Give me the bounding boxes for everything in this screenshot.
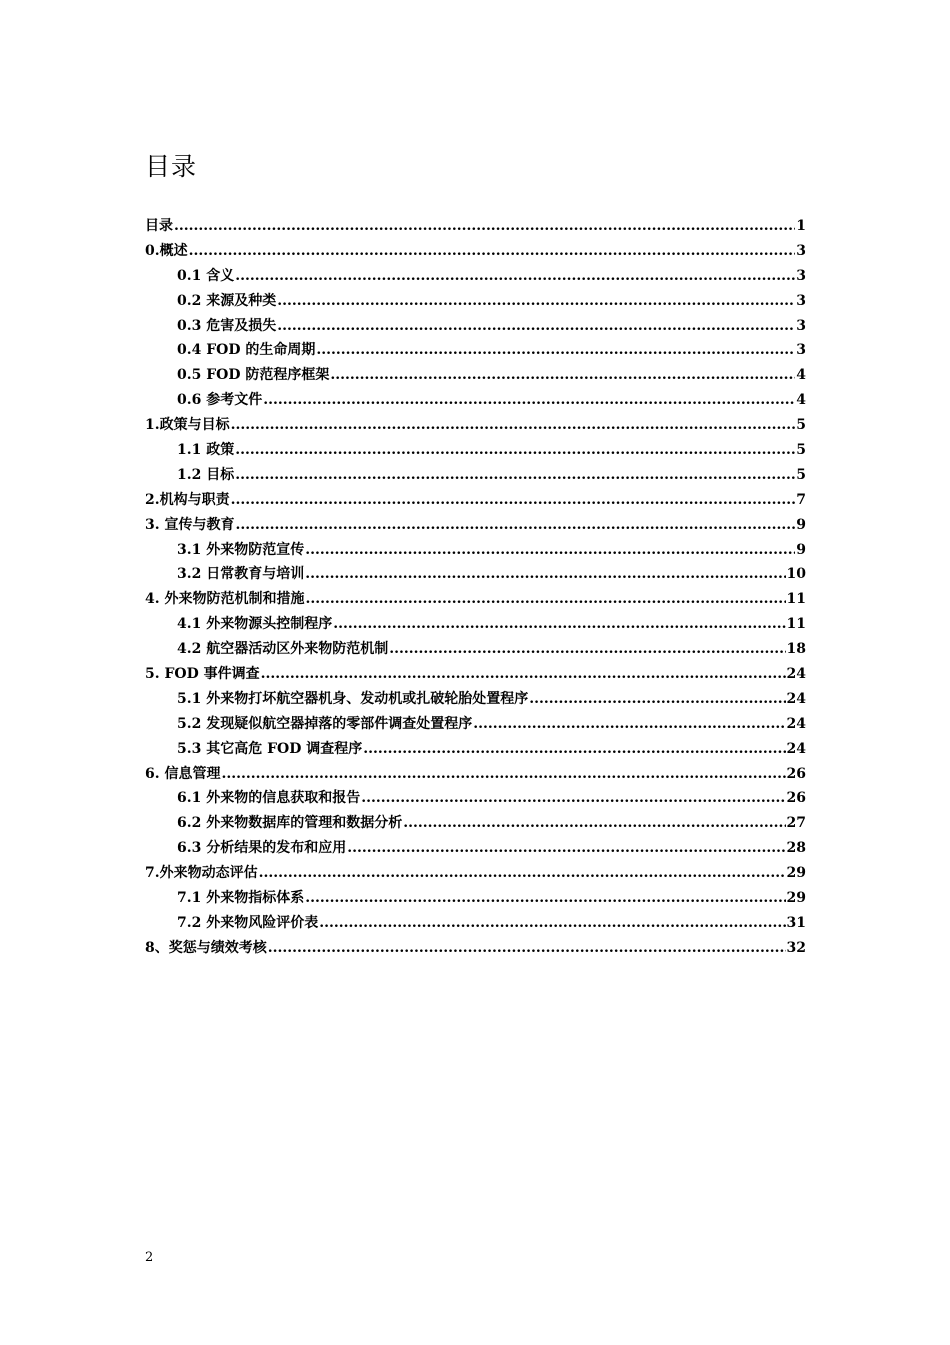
toc-entry-page: 10 bbox=[786, 566, 806, 583]
toc-entry-label: 1.1 政策 bbox=[177, 442, 235, 459]
toc-entry-page: 4 bbox=[796, 392, 806, 409]
toc-entry[interactable] bbox=[145, 489, 806, 514]
toc-entry-page: 7 bbox=[796, 491, 806, 508]
toc-leader-dots bbox=[333, 616, 785, 632]
toc-entry[interactable] bbox=[145, 663, 806, 688]
toc-entry[interactable] bbox=[145, 240, 806, 265]
toc-entry[interactable] bbox=[145, 738, 806, 763]
toc-leader-dots bbox=[222, 766, 786, 782]
toc-entry-label: 1.政策与目标 bbox=[145, 417, 230, 434]
toc-leader-dots bbox=[231, 417, 796, 433]
toc-entry-page: 11 bbox=[786, 616, 806, 633]
toc-entry-page: 31 bbox=[786, 914, 806, 931]
toc-leader-dots bbox=[363, 741, 785, 757]
toc-entry-page: 5 bbox=[796, 442, 806, 459]
toc-leader-dots bbox=[236, 517, 796, 533]
toc-leader-dots bbox=[473, 716, 785, 732]
toc-entry-label: 1.2 目标 bbox=[177, 466, 235, 483]
toc-entry[interactable] bbox=[145, 887, 806, 912]
toc-entry[interactable] bbox=[145, 688, 806, 713]
toc-leader-dots bbox=[361, 790, 785, 806]
toc-entry-page: 26 bbox=[786, 790, 806, 807]
toc-entry[interactable] bbox=[145, 787, 806, 812]
toc-entry-page: 9 bbox=[796, 516, 806, 533]
toc-leader-dots bbox=[403, 815, 785, 831]
page-title: 目录 bbox=[145, 152, 198, 181]
toc-entry-label: 7.2 外来物风险评价表 bbox=[177, 914, 319, 931]
toc-leader-dots bbox=[261, 666, 786, 682]
toc-entry-page: 9 bbox=[796, 541, 806, 558]
toc-entry-page: 1 bbox=[796, 218, 806, 234]
toc-entry-label: 6.3 分析结果的发布和应用 bbox=[177, 840, 347, 857]
toc-entry[interactable] bbox=[145, 912, 806, 937]
toc-leader-dots bbox=[306, 591, 786, 607]
toc-leader-dots bbox=[277, 293, 795, 309]
toc-entry-label: 6. 信息管理 bbox=[145, 765, 221, 782]
toc-leader-dots bbox=[529, 691, 785, 707]
toc-entry-page: 5 bbox=[796, 466, 806, 483]
toc-leader-dots bbox=[305, 566, 785, 582]
toc-entry-label: 0.3 危害及损失 bbox=[177, 317, 277, 334]
toc-entry[interactable] bbox=[145, 215, 806, 240]
toc-entry[interactable] bbox=[145, 514, 806, 539]
toc-entry-label: 5.3 其它高危 FOD 调查程序 bbox=[177, 740, 363, 757]
toc-entry[interactable] bbox=[145, 763, 806, 788]
toc-entry-page: 3 bbox=[796, 242, 806, 259]
toc-entry-label: 8、奖惩与绩效考核 bbox=[145, 939, 267, 956]
toc-entry-label: 0.5 FOD 防范程序框架 bbox=[177, 367, 330, 384]
toc-leader-dots bbox=[235, 467, 795, 483]
toc-entry[interactable] bbox=[145, 638, 806, 663]
toc-entry[interactable] bbox=[145, 588, 806, 613]
toc-leader-dots bbox=[277, 318, 795, 334]
toc-entry-page: 29 bbox=[786, 865, 806, 882]
toc-leader-dots bbox=[263, 392, 795, 408]
toc-entry-label: 5.1 外来物打坏航空器机身、发动机或扎破轮胎处置程序 bbox=[177, 690, 529, 707]
toc-leader-dots bbox=[316, 342, 795, 358]
toc-leader-dots bbox=[319, 915, 785, 931]
toc-leader-dots bbox=[189, 243, 796, 259]
toc-entry[interactable] bbox=[145, 563, 806, 588]
toc-entry-page: 4 bbox=[796, 367, 806, 384]
toc-entry[interactable] bbox=[145, 364, 806, 389]
toc-entry[interactable] bbox=[145, 837, 806, 862]
toc-entry-label: 0.2 来源及种类 bbox=[177, 292, 277, 309]
toc-entry-label: 0.1 含义 bbox=[177, 267, 235, 284]
toc-entry[interactable] bbox=[145, 290, 806, 315]
toc-entry[interactable] bbox=[145, 389, 806, 414]
toc-entry-page: 11 bbox=[786, 591, 806, 608]
toc-entry[interactable] bbox=[145, 464, 806, 489]
page-number: 2 bbox=[145, 1250, 154, 1265]
toc-entry-page: 32 bbox=[786, 939, 806, 956]
toc-entry-page: 26 bbox=[786, 765, 806, 782]
toc-leader-dots bbox=[174, 218, 795, 234]
toc-entry-label: 6.2 外来物数据库的管理和数据分析 bbox=[177, 815, 403, 832]
toc-entry-page: 3 bbox=[796, 267, 806, 284]
toc-entry-label: 7.1 外来物指标体系 bbox=[177, 890, 305, 907]
toc-entry-page: 27 bbox=[786, 815, 806, 832]
toc-entry[interactable] bbox=[145, 414, 806, 439]
toc-entry-label: 4. 外来物防范机制和措施 bbox=[145, 591, 305, 608]
toc-leader-dots bbox=[330, 367, 795, 383]
toc-leader-dots bbox=[305, 542, 795, 558]
toc-entry-page: 24 bbox=[786, 666, 806, 683]
toc-entry-page: 3 bbox=[796, 292, 806, 309]
toc-entry-label: 3. 宣传与教育 bbox=[145, 516, 235, 533]
toc-leader-dots bbox=[235, 442, 795, 458]
toc-entry-label: 4.2 航空器活动区外来物防范机制 bbox=[177, 641, 389, 658]
toc-entry-label: 3.2 日常教育与培训 bbox=[177, 566, 305, 583]
toc-entry-label: 目录 bbox=[145, 218, 173, 234]
toc-entry-page: 29 bbox=[786, 890, 806, 907]
toc-entry-label: 7.外来物动态评估 bbox=[145, 865, 258, 882]
table-of-contents bbox=[145, 215, 806, 962]
toc-leader-dots bbox=[235, 268, 795, 284]
toc-entry-page: 3 bbox=[796, 317, 806, 334]
toc-entry[interactable] bbox=[145, 812, 806, 837]
toc-entry-page: 24 bbox=[786, 715, 806, 732]
toc-entry-page: 5 bbox=[796, 417, 806, 434]
toc-entry-page: 24 bbox=[786, 690, 806, 707]
toc-entry[interactable] bbox=[145, 713, 806, 738]
toc-entry[interactable] bbox=[145, 862, 806, 887]
toc-entry-label: 5. FOD 事件调查 bbox=[145, 666, 260, 683]
toc-entry-label: 5.2 发现疑似航空器掉落的零部件调查处置程序 bbox=[177, 715, 473, 732]
toc-entry[interactable] bbox=[145, 937, 806, 962]
toc-entry-label: 3.1 外来物防范宣传 bbox=[177, 541, 305, 558]
toc-entry-label: 0.4 FOD 的生命周期 bbox=[177, 342, 316, 359]
toc-entry-label: 0.概述 bbox=[145, 242, 188, 259]
toc-entry[interactable] bbox=[145, 315, 806, 340]
toc-entry-page: 24 bbox=[786, 740, 806, 757]
toc-entry-label: 6.1 外来物的信息获取和报告 bbox=[177, 790, 361, 807]
toc-entry[interactable] bbox=[145, 539, 806, 564]
toc-entry-page: 28 bbox=[786, 840, 806, 857]
toc-entry-label: 2.机构与职责 bbox=[145, 491, 230, 508]
toc-leader-dots bbox=[389, 641, 785, 657]
toc-entry-page: 3 bbox=[796, 342, 806, 359]
toc-leader-dots bbox=[305, 890, 785, 906]
toc-entry[interactable] bbox=[145, 339, 806, 364]
toc-leader-dots bbox=[259, 865, 786, 881]
toc-leader-dots bbox=[231, 492, 796, 508]
toc-entry[interactable] bbox=[145, 265, 806, 290]
toc-leader-dots bbox=[347, 840, 785, 856]
toc-entry-label: 0.6 参考文件 bbox=[177, 392, 263, 409]
toc-leader-dots bbox=[268, 940, 786, 956]
toc-entry-page: 18 bbox=[786, 641, 806, 658]
toc-entry[interactable] bbox=[145, 439, 806, 464]
toc-entry[interactable] bbox=[145, 613, 806, 638]
toc-entry-label: 4.1 外来物源头控制程序 bbox=[177, 616, 333, 633]
